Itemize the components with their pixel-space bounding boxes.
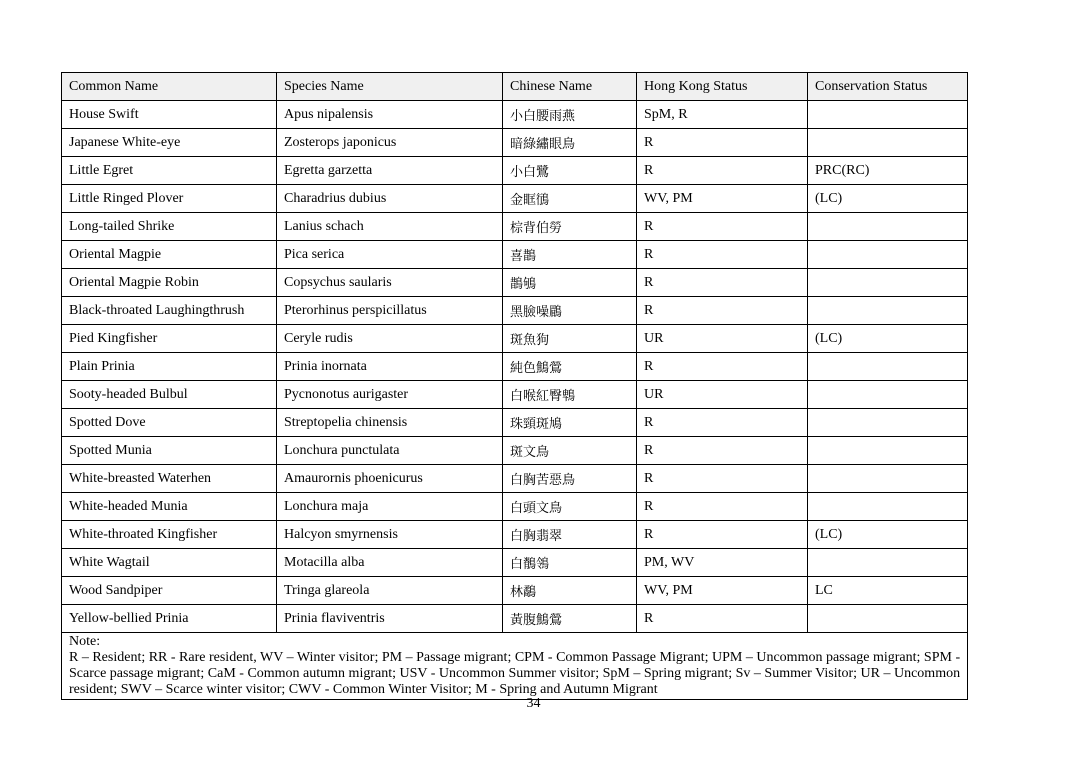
- cell-hong-kong-status: R: [637, 437, 808, 465]
- cell-hong-kong-status: UR: [637, 325, 808, 353]
- cell-species-name: Zosterops japonicus: [277, 129, 503, 157]
- table-row: [62, 577, 968, 605]
- cell-chinese-name: 斑文鳥: [503, 437, 637, 465]
- cell-hong-kong-status: R: [637, 297, 808, 325]
- header-common-name: Common Name: [62, 73, 277, 101]
- cell-conservation-status: [808, 465, 968, 493]
- cell-common-name: Little Egret: [62, 157, 277, 185]
- cell-hong-kong-status: R: [637, 605, 808, 633]
- table-row: [62, 185, 968, 213]
- cell-species-name: Tringa glareola: [277, 577, 503, 605]
- cell-conservation-status: (LC): [808, 185, 968, 213]
- cell-conservation-status: [808, 213, 968, 241]
- cell-common-name: Little Ringed Plover: [62, 185, 277, 213]
- table-row: [62, 549, 968, 577]
- cell-chinese-name: 喜鵲: [503, 241, 637, 269]
- header-hong-kong-status: Hong Kong Status: [637, 73, 808, 101]
- cell-common-name: Long-tailed Shrike: [62, 213, 277, 241]
- cell-hong-kong-status: R: [637, 353, 808, 381]
- cell-conservation-status: [808, 493, 968, 521]
- cell-species-name: Copsychus saularis: [277, 269, 503, 297]
- cell-common-name: Yellow-bellied Prinia: [62, 605, 277, 633]
- table-body: [62, 101, 968, 633]
- cell-species-name: Lonchura maja: [277, 493, 503, 521]
- cell-hong-kong-status: R: [637, 213, 808, 241]
- species-table: [61, 72, 968, 700]
- cell-chinese-name: 林鷸: [503, 577, 637, 605]
- cell-common-name: Oriental Magpie Robin: [62, 269, 277, 297]
- cell-conservation-status: [808, 241, 968, 269]
- cell-species-name: Egretta garzetta: [277, 157, 503, 185]
- cell-species-name: Lanius schach: [277, 213, 503, 241]
- cell-species-name: Amaurornis phoenicurus: [277, 465, 503, 493]
- cell-chinese-name: 白頭文鳥: [503, 493, 637, 521]
- cell-hong-kong-status: R: [637, 521, 808, 549]
- cell-chinese-name: 金眶鴴: [503, 185, 637, 213]
- cell-conservation-status: [808, 297, 968, 325]
- cell-hong-kong-status: WV, PM: [637, 185, 808, 213]
- cell-species-name: Halcyon smyrnensis: [277, 521, 503, 549]
- table-row: [62, 465, 968, 493]
- cell-conservation-status: PRC(RC): [808, 157, 968, 185]
- cell-conservation-status: [808, 269, 968, 297]
- table-row: [62, 269, 968, 297]
- cell-species-name: Pycnonotus aurigaster: [277, 381, 503, 409]
- cell-chinese-name: 黑臉噪鶥: [503, 297, 637, 325]
- cell-conservation-status: [808, 437, 968, 465]
- cell-hong-kong-status: PM, WV: [637, 549, 808, 577]
- cell-species-name: Lonchura punctulata: [277, 437, 503, 465]
- table-row: [62, 409, 968, 437]
- cell-species-name: Motacilla alba: [277, 549, 503, 577]
- cell-species-name: Charadrius dubius: [277, 185, 503, 213]
- cell-common-name: White-headed Munia: [62, 493, 277, 521]
- table-row: [62, 325, 968, 353]
- cell-conservation-status: [808, 129, 968, 157]
- cell-chinese-name: 純色鷦鶯: [503, 353, 637, 381]
- cell-species-name: Prinia inornata: [277, 353, 503, 381]
- cell-hong-kong-status: R: [637, 493, 808, 521]
- table-row: [62, 101, 968, 129]
- page-number: 34: [526, 696, 541, 711]
- cell-common-name: Plain Prinia: [62, 353, 277, 381]
- cell-common-name: White-breasted Waterhen: [62, 465, 277, 493]
- table-row: [62, 605, 968, 633]
- note-row: [62, 633, 968, 700]
- table-header-row: [62, 73, 968, 101]
- note-text: R – Resident; RR - Rare resident, WV – Winter visitor; PM – Passage migrant; CPM - Common Passage Migrant; UPM – Uncommon passage migrant; SPM - Scarce passage migrant; CaM - Common autumn migrant; USV - Uncommon Summer visitor; SpM – Spring migrant; Sv – Summer Visitor; UR – Uncommon resident; SWV – Scarce winter visitor; CWV - Common Winter Visitor; M - Spring and Autumn Migrant: [69, 650, 961, 697]
- table-row: [62, 297, 968, 325]
- note-title: Note:: [69, 634, 101, 649]
- cell-chinese-name: 斑魚狗: [503, 325, 637, 353]
- cell-hong-kong-status: SpM, R: [637, 101, 808, 129]
- table-row: [62, 241, 968, 269]
- cell-chinese-name: 白胸苦惡鳥: [503, 465, 637, 493]
- cell-conservation-status: [808, 409, 968, 437]
- cell-chinese-name: 小白腰雨燕: [503, 101, 637, 129]
- cell-hong-kong-status: R: [637, 409, 808, 437]
- cell-common-name: White Wagtail: [62, 549, 277, 577]
- cell-conservation-status: [808, 549, 968, 577]
- cell-hong-kong-status: UR: [637, 381, 808, 409]
- cell-hong-kong-status: WV, PM: [637, 577, 808, 605]
- cell-conservation-status: (LC): [808, 521, 968, 549]
- table-row: [62, 521, 968, 549]
- cell-species-name: Apus nipalensis: [277, 101, 503, 129]
- cell-hong-kong-status: R: [637, 241, 808, 269]
- cell-conservation-status: [808, 101, 968, 129]
- cell-common-name: Japanese White-eye: [62, 129, 277, 157]
- cell-conservation-status: [808, 381, 968, 409]
- cell-chinese-name: 白喉紅臀鵯: [503, 381, 637, 409]
- cell-chinese-name: 小白鷺: [503, 157, 637, 185]
- table-row: [62, 353, 968, 381]
- cell-conservation-status: LC: [808, 577, 968, 605]
- cell-hong-kong-status: R: [637, 465, 808, 493]
- table-row: [62, 213, 968, 241]
- header-species-name: Species Name: [277, 73, 503, 101]
- cell-chinese-name: 白胸翡翠: [503, 521, 637, 549]
- cell-chinese-name: 棕背伯勞: [503, 213, 637, 241]
- cell-chinese-name: 白鶺鴒: [503, 549, 637, 577]
- table-row: [62, 437, 968, 465]
- cell-chinese-name: 鵲鴝: [503, 269, 637, 297]
- cell-species-name: Streptopelia chinensis: [277, 409, 503, 437]
- cell-common-name: Sooty-headed Bulbul: [62, 381, 277, 409]
- cell-common-name: Wood Sandpiper: [62, 577, 277, 605]
- cell-species-name: Prinia flaviventris: [277, 605, 503, 633]
- cell-common-name: Spotted Dove: [62, 409, 277, 437]
- cell-hong-kong-status: R: [637, 269, 808, 297]
- cell-species-name: Pica serica: [277, 241, 503, 269]
- cell-chinese-name: 黃腹鷦鶯: [503, 605, 637, 633]
- table-row: [62, 157, 968, 185]
- table-row: [62, 129, 968, 157]
- cell-hong-kong-status: R: [637, 129, 808, 157]
- cell-common-name: House Swift: [62, 101, 277, 129]
- cell-species-name: Ceryle rudis: [277, 325, 503, 353]
- cell-conservation-status: (LC): [808, 325, 968, 353]
- cell-chinese-name: 珠頸斑鳩: [503, 409, 637, 437]
- header-chinese-name: Chinese Name: [503, 73, 637, 101]
- cell-hong-kong-status: R: [637, 157, 808, 185]
- cell-common-name: Black-throated Laughingthrush: [62, 297, 277, 325]
- cell-conservation-status: [808, 353, 968, 381]
- cell-species-name: Pterorhinus perspicillatus: [277, 297, 503, 325]
- table-row: [62, 381, 968, 409]
- table-row: [62, 493, 968, 521]
- cell-common-name: White-throated Kingfisher: [62, 521, 277, 549]
- cell-common-name: Spotted Munia: [62, 437, 277, 465]
- cell-common-name: Oriental Magpie: [62, 241, 277, 269]
- cell-common-name: Pied Kingfisher: [62, 325, 277, 353]
- cell-conservation-status: [808, 605, 968, 633]
- header-conservation-status: Conservation Status: [808, 73, 968, 101]
- note-cell: [62, 633, 968, 700]
- cell-chinese-name: 暗綠繡眼鳥: [503, 129, 637, 157]
